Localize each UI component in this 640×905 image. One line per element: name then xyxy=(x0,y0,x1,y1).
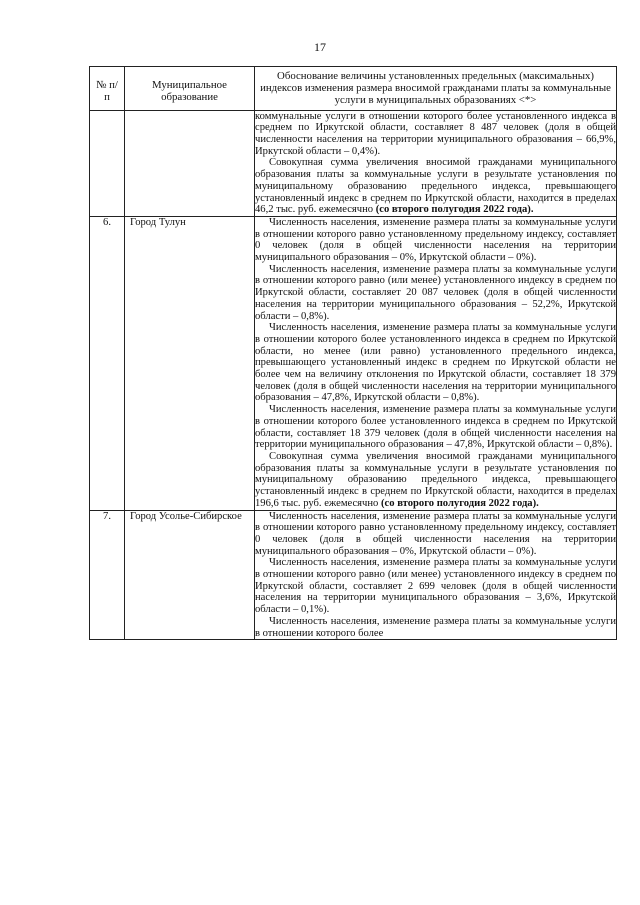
table-row xyxy=(90,110,617,216)
justification-cell xyxy=(255,510,617,640)
header-justification-label: Обоснование величины установленных предельных (максимальных) индексов изменения размера вносимой гражданами платы за коммунальные услуги в муниципальных образованиях <*> xyxy=(260,70,611,107)
justification-paragraph xyxy=(255,322,616,404)
paragraph-text: Численность населения, изменение размера платы за коммунальные услуги в отношении которого равно (или менее) установленного индексу в среднем по Иркутской области, составляет 20 087 человек (доля в общей численности населения на территории муниципального образования – 52,2%, Иркутской области – 0,8%). xyxy=(255,263,616,322)
paragraph-text: Совокупная сумма увеличения вносимой гражданами муниципального образования платы за коммунальные услуги в результате установления по муниципальному образованию предельного индекса, превышающего установленный индекс в среднем по Иркутской области, находится в пределах 46,2 тыс. руб. ежемесячно xyxy=(255,157,616,216)
header-justification xyxy=(255,67,617,111)
page-number: 17 xyxy=(314,40,326,54)
header-municipality-label: Муниципальное образование xyxy=(152,79,227,104)
justification-paragraph xyxy=(255,511,616,558)
justification-cell xyxy=(255,216,617,510)
row-number: 7. xyxy=(90,510,125,640)
paragraph-text: Численность населения, изменение размера платы за коммунальные услуги в отношении которого равно установленному предельному индексу, составляет 0 человек (доля в общей численности населения на территории муниципального образования – 0%, Иркутской области – 0%). xyxy=(255,216,616,264)
municipality-name: Город Тулун xyxy=(125,216,255,510)
header-number xyxy=(90,67,125,111)
justification-paragraph xyxy=(255,217,616,264)
justification-paragraph xyxy=(255,557,616,616)
row-number xyxy=(90,110,125,216)
justification-paragraph xyxy=(255,404,616,451)
table-row xyxy=(90,216,617,510)
paragraph-text: коммунальные услуги в отношении которого более установленного индекса в среднем по Иркутской области, составляет 8 487 человек (доля в общей численности населения на территории муниципального образования – 66,9%, Иркутской области – 0,4%). xyxy=(255,110,616,157)
justification-paragraph xyxy=(255,264,616,323)
paragraph-text: Численность населения, изменение размера платы за коммунальные услуги в отношении которого равно (или менее) установленного индексу в среднем по Иркутской области, составляет 2 699 человек (доля в общей численности населения на территории муниципального образования – 3,6%, Иркутской области – 0,1%). xyxy=(255,557,616,616)
justification-paragraph xyxy=(255,111,616,158)
paragraph-bold-period: (со второго полугодия 2022 года). xyxy=(375,204,534,216)
justification-cell xyxy=(255,110,617,216)
paragraph-text: Численность населения, изменение размера платы за коммунальные услуги в отношении которого более xyxy=(255,615,616,639)
justification-paragraph xyxy=(255,451,616,510)
municipality-name: Город Усолье-Сибирское xyxy=(125,510,255,640)
row-number: 6. xyxy=(90,216,125,510)
paragraph-text: Численность населения, изменение размера платы за коммунальные услуги в отношении которого более установленного индекса в среднем по Иркутской области, составляет 18 379 человек (доля в общей численности населения на территории муниципального образования – 47,8%, Иркутской области – 0,8%). xyxy=(255,404,616,451)
justification-paragraph xyxy=(255,157,616,216)
paragraph-text: Численность населения, изменение размера платы за коммунальные услуги в отношении которого более установленного индекса в среднем по Иркутской области, но менее (или равно) установленного предельного индекса, превышающего установленный индекс в среднем по Иркутской области не более чем на величину отклонения по Иркутской области, составляет 18 379 человек (доля в общей численности населения на территории муниципального образования – 47,8%, Иркутской области – 0,8%). xyxy=(255,322,616,404)
header-number-label: № п/п xyxy=(96,79,118,104)
justification-paragraph xyxy=(255,616,616,639)
table-header-row xyxy=(90,67,617,111)
indices-table xyxy=(89,66,617,640)
table-row xyxy=(90,510,617,640)
paragraph-bold-period: (со второго полугодия 2022 года). xyxy=(381,497,539,509)
municipality-name xyxy=(125,110,255,216)
paragraph-text: Численность населения, изменение размера платы за коммунальные услуги в отношении которого равно установленному предельному индексу, составляет 0 человек (доля в общей численности населения на территории муниципального образования – 0%, Иркутской области – 0%). xyxy=(255,510,616,557)
header-municipality xyxy=(125,67,255,111)
paragraph-text: Совокупная сумма увеличения вносимой гражданами муниципального образования платы за коммунальные услуги в результате установления по муниципальному образованию предельного индекса, превышающего установленный индекс в среднем по Иркутской области, находится в пределах 196,6 тыс. руб. ежемесячно xyxy=(255,451,616,509)
table-body xyxy=(90,110,617,640)
